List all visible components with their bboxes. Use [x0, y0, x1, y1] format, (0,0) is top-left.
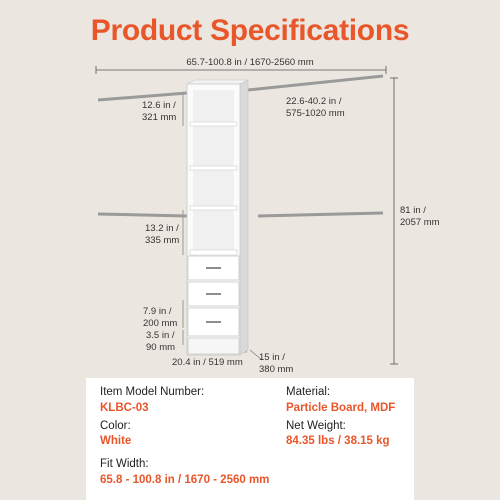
left-rod-depth-label-mm: 321 mm — [142, 112, 177, 123]
right-rod-width-label-in: 22.6-40.2 in / — [286, 96, 342, 107]
lower-left-rod — [98, 214, 187, 216]
color-value: White — [100, 435, 132, 447]
page-title: Product Specifications — [90, 14, 410, 47]
drawer-height-label-mm: 200 mm — [143, 318, 178, 329]
drawer-1-handle — [206, 267, 221, 269]
upper-right-rod — [248, 76, 383, 90]
left-rod-depth-label-in: 12.6 in / — [142, 100, 176, 111]
drawer-3-handle — [206, 321, 221, 323]
shelf-1 — [190, 122, 237, 126]
lower-right-rod — [258, 213, 383, 216]
model-number-value: KLBC-03 — [100, 402, 149, 414]
shelf-3 — [190, 206, 237, 210]
tower-depth-label-mm: 380 mm — [259, 364, 294, 375]
net-weight-label: Net Weight: — [286, 420, 346, 432]
tower-depth-label-in: 15 in / — [259, 352, 285, 363]
shelf-2 — [190, 166, 237, 170]
closet-tower — [187, 80, 248, 355]
overall-width-label: 65.7-100.8 in / 1670-2560 mm — [186, 57, 314, 68]
tower-top — [187, 80, 248, 84]
model-number-label: Item Model Number: — [100, 386, 205, 398]
lower-rod-label-in: 13.2 in / — [145, 223, 179, 234]
base-height-label-mm: 90 mm — [146, 342, 176, 353]
lower-rod-label-mm: 335 mm — [145, 235, 180, 246]
fit-width-value: 65.8 - 100.8 in / 1670 - 2560 mm — [100, 474, 270, 486]
base-height-label-in: 3.5 in / — [146, 330, 175, 341]
height-label-in: 81 in / — [400, 205, 426, 216]
drawer-2-handle — [206, 293, 221, 295]
specs-card — [86, 378, 414, 500]
height-label-mm: 2057 mm — [400, 217, 440, 228]
height-dimension-line — [390, 78, 398, 364]
material-label: Material: — [286, 386, 331, 398]
shelf-4 — [190, 250, 237, 255]
right-rod-width-label-mm: 575-1020 mm — [286, 108, 345, 119]
color-label: Color: — [100, 420, 131, 432]
upper-left-rod — [98, 93, 187, 100]
tower-base — [188, 338, 239, 354]
drawer-height-label-in: 7.9 in / — [143, 306, 172, 317]
material-value: Particle Board, MDF — [286, 402, 396, 414]
net-weight-value: 84.35 lbs / 38.15 kg — [286, 435, 390, 447]
tower-side — [240, 80, 248, 355]
fit-width-label: Fit Width: — [100, 458, 149, 470]
tower-width-label: 20.4 in / 519 mm — [172, 357, 243, 368]
